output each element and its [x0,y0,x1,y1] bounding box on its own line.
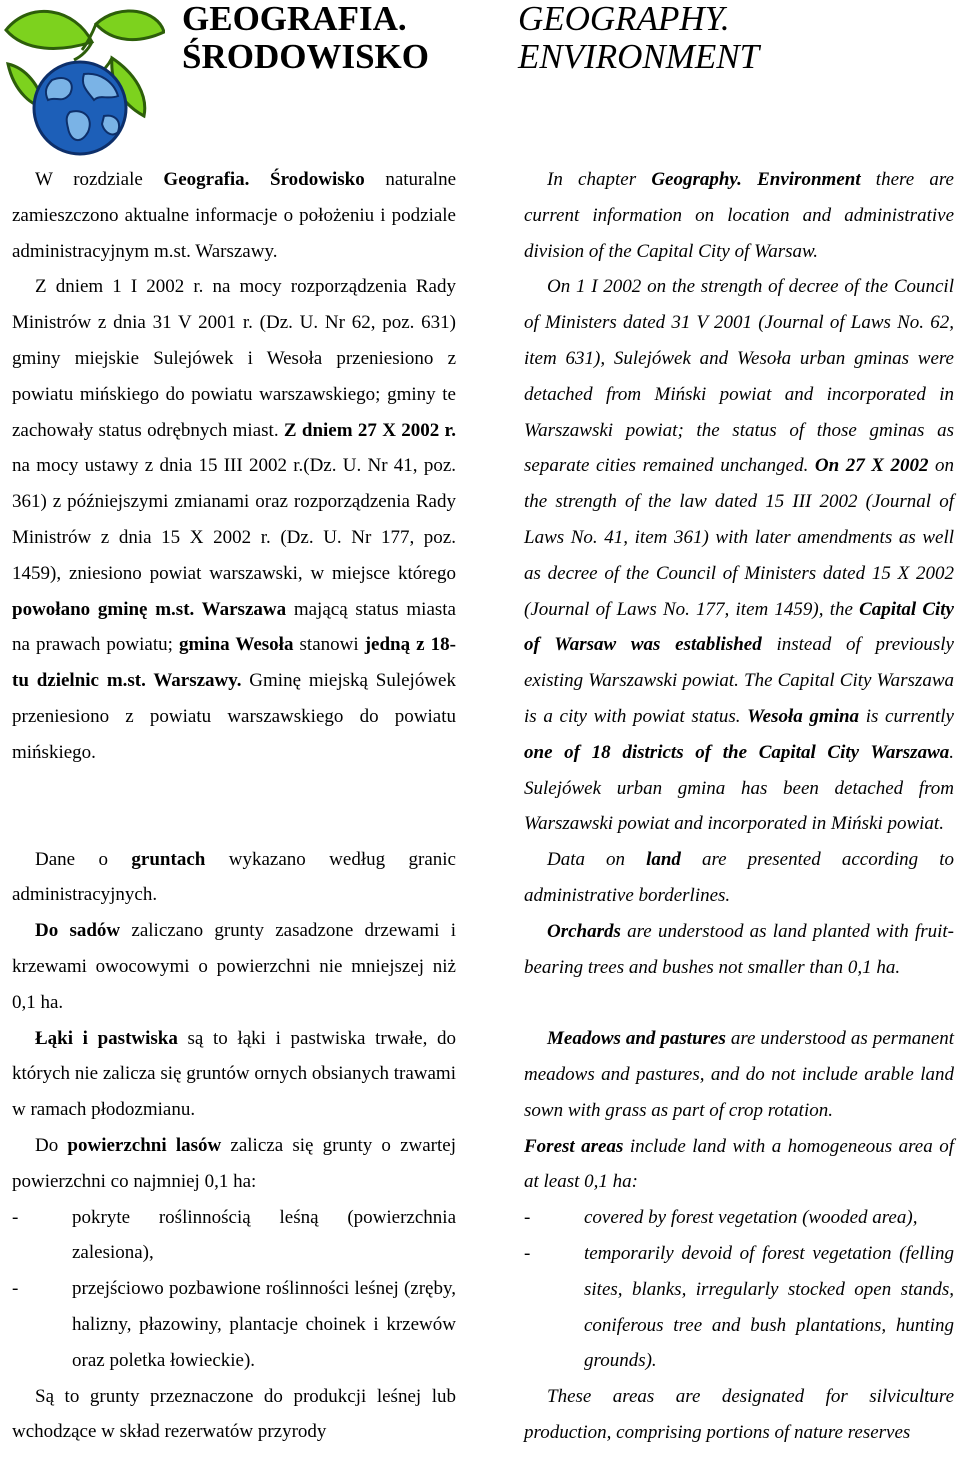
paragraph-pl-4: Do sadów zaliczano grunty zasadzone drzewami i krzewami owocowymi o powierzchni nie mniejszej niż 0,1 ha. [12,920,456,1013]
page-title-pl [182,0,429,76]
paragraph-en-7: These areas are designated for silviculture production, comprising portions of nature reserves [524,1386,954,1443]
polish-column [12,162,456,1450]
paragraph-en-1: In chapter Geography. Environment there are current information on location and administrative division of the Capital City of Warsaw. [524,169,954,262]
title-pl-line2: ŚRODOWISKO [182,37,429,76]
list-item: - przejściowo pozbawione roślinności leśnej (zręby, halizny, płazowiny, plantacje choinek i krzewów oraz poletka łowieckie). [12,1278,456,1371]
paragraph-en-6: Forest areas include land with a homogeneous area of at least 0,1 ha: [524,1135,954,1193]
paragraph-pl-1: W rozdziale Geografia. Środowisko naturalne zamieszczono aktualne informacje o położeniu i podziale administracyjnym m.st. Warszawy. [12,169,457,262]
globe-with-leaves-logo [0,0,165,160]
paragraph-pl-6: Do powierzchni lasów zalicza się grunty o zwartej powierzchni co najmniej 0,1 ha: [12,1134,456,1192]
paragraph-pl-5: Łąki i pastwiska są to łąki i pastwiska trwałe, do których nie zalicza się gruntów ornych obsianych trawami w ramach płodozmianu. [12,1027,457,1121]
paragraph-en-4: Orchards are understood as land planted with fruit-bearing trees and bushes not smaller than 0,1 ha. [524,920,954,978]
list-item: - pokryte roślinnością leśną (powierzchnia zalesiona), [12,1206,456,1264]
paragraph-en-2: On 1 I 2002 on the strength of decree of the Council of Ministers dated 31 V 2001 (Journal of Laws No. 62, item 631), Sulejówek and Wesoła urban gminas were detached from Miński powiat and incorporated in Warszawski powiat; the status of those gminas as separate cities remained unchanged. On 27 X 2002 on the strength of the law dated 15 III 2002 (Journal of Laws No. 41, item 361) with later amendments as well as decree of the Council of Ministers dated 15 X 2002 (Journal of Laws No. 177, item 1459), the Capital City of Warsaw was established instead of previously existing Warszawski powiat. The Capital City Warszawa is a city with powiat status. Wesoła gmina is currently one of 18 districts of the Capital City Warszawa. Sulejówek urban gmina has been detached from Warszawski powiat and incorporated in Miński powiat. [524,276,955,835]
title-en-line2: ENVIRONMENT [518,37,760,76]
english-column [524,162,954,1451]
paragraph-en-5: Meadows and pastures are understood as permanent meadows and pastures, and do not include arable land sown with grass as part of crop rotation. [524,1028,955,1121]
leaf-icon [96,11,164,40]
paragraph-en-3: Data on land are presented according to administrative borderlines. [524,849,954,906]
page-title-en [518,0,759,76]
paragraph-pl-3: Dane o gruntach wykazano według granic administracyjnych. [12,848,456,906]
title-en-line1: GEOGRAPHY. [518,0,730,38]
paragraph-pl-2: Z dniem 1 I 2002 r. na mocy rozporządzenia Rady Ministrów z dnia 31 V 2001 r. (Dz. U. Nr 62, poz. 631) gminy miejskie Sulejówek i Wesoła przeniesiono z powiatu mińskiego do powiatu warszawskiego; gminy te zachowały status odrębnych miast. Z dniem 27 X 2002 r. na mocy ustawy z dnia 15 III 2002 r.(Dz. U. Nr 41, poz. 361) z późniejszymi zmianami oraz rozporządzenia Rady Ministrów z dnia 15 X 2002 r. (Dz. U. Nr 177, poz. 1459), zniesiono powiat warszawski, w miejsce którego powołano gminę m.st. Warszawa mającą status miasta na prawach powiatu; gmina Wesoła stanowi jedną z 18-tu dzielnic m.st. Warszawy. Gminę miejską Sulejówek przeniesiono z powiatu warszawskiego do powiatu mińskiego. [12,276,456,763]
list-item: - covered by forest vegetation (wooded area), [524,1207,918,1229]
leaf-icon [6,11,92,48]
list-item: - temporarily devoid of forest vegetation (felling sites, blanks, irregularly stocked open stands, coniferous tree and bush plantations, hunting grounds). [524,1242,954,1372]
paragraph-pl-7: Są to grunty przeznaczone do produkcji leśnej lub wchodzące w skład rezerwatów przyrody [12,1385,456,1443]
title-pl-line1: GEOGRAFIA. [182,0,407,38]
